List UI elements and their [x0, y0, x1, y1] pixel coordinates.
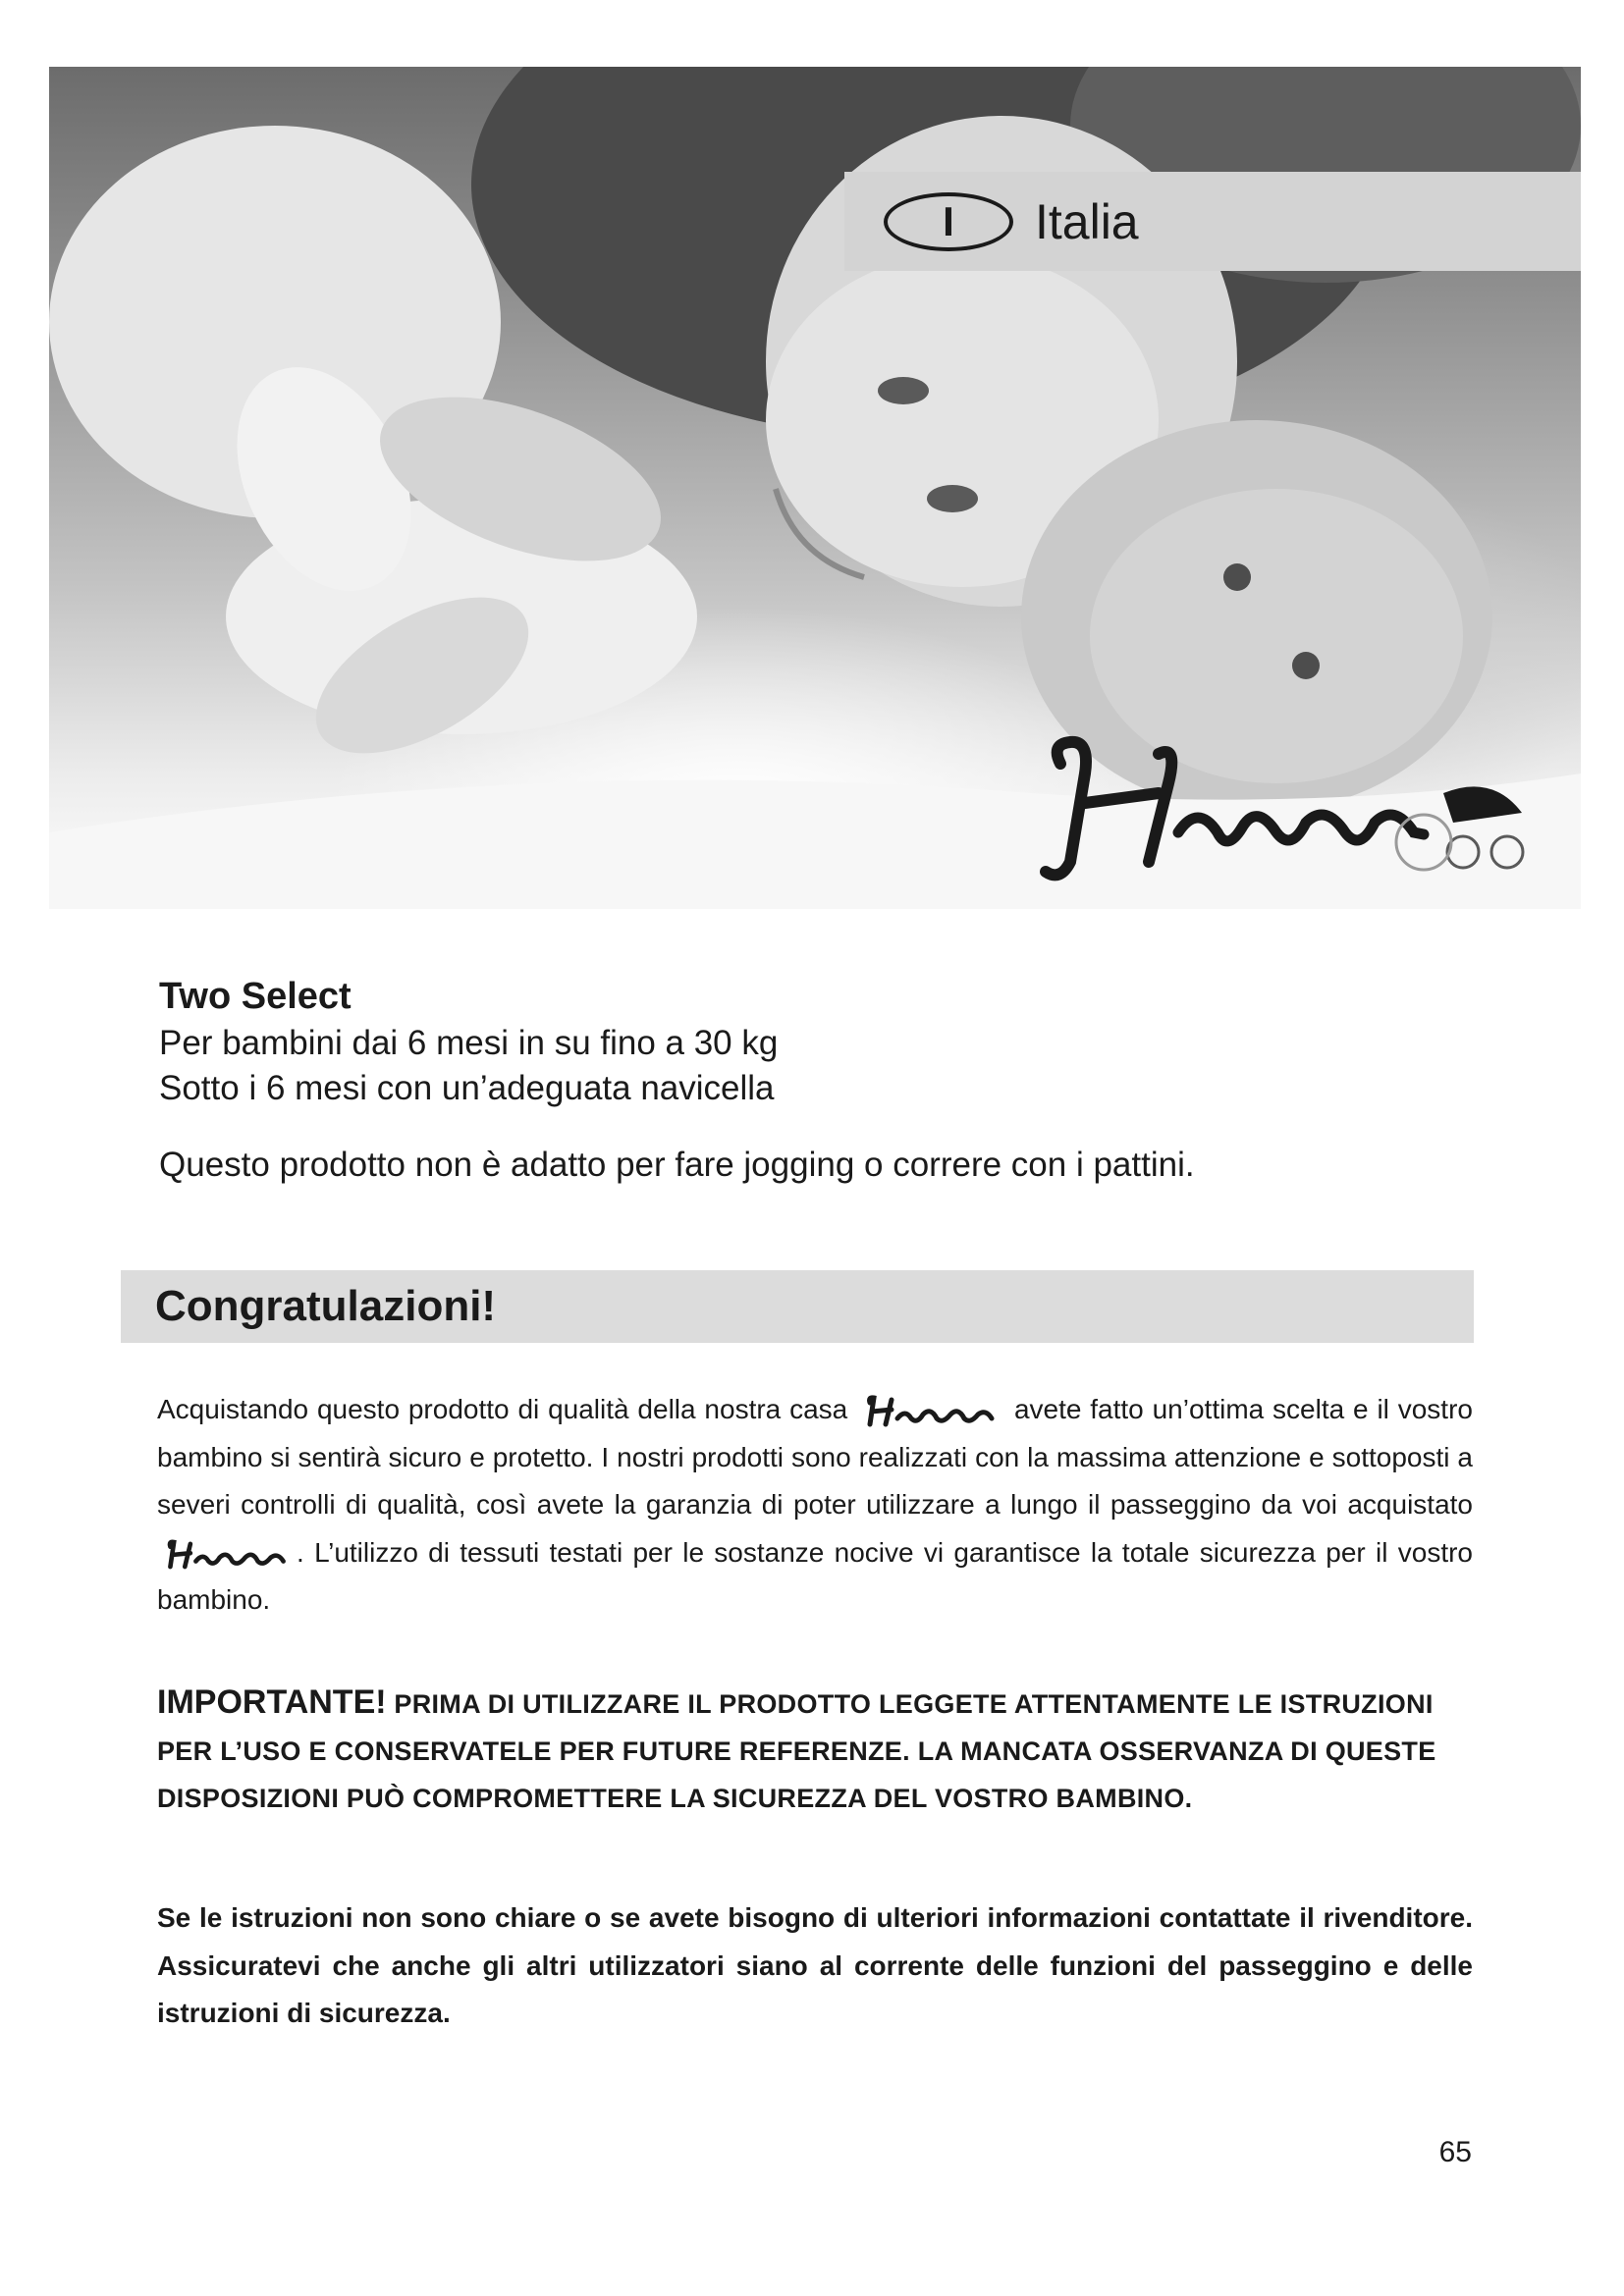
country-code: I [943, 197, 954, 244]
congrats-title: Congratulazioni! [155, 1282, 497, 1330]
country-code-badge [884, 192, 1013, 251]
advice-paragraph: Se le istruzioni non sono chiare o se avete bisogno di ulteriori informazioni contattate il rivenditore. Assicuratevi che anche gli altri utilizzatori siano al corrente delle funzioni del passeggino e delle istruzioni di sicurezza. [157, 1902, 1473, 2028]
important-warning [157, 1679, 1473, 1822]
product-age-range: Per bambini dai 6 mesi in su fino a 30 kg [159, 1024, 779, 1062]
congrats-paragraph [157, 1386, 1473, 1625]
important-text: PRIMA DI UTILIZZARE IL PRODOTTO LEGGETE ATTENTAMENTE LE ISTRUZIONI PER L’USO E CONSERVATELE PER FUTURE REFERENZE. LA MANCATA OSSERVANZA DI QUESTE DISPOSIZIONI PUÒ COMPROMETTERE LA SICUREZZA DEL VOSTRO BAMBINO. [157, 1689, 1436, 1813]
congrats-text-part3: . L’utilizzo di tessuti testati per le sostanze nocive vi garantisce la totale sicurezza per il vostro bambino. [157, 1536, 1473, 1615]
hartan-inline-logo [163, 1538, 291, 1572]
congrats-text-part1: Acquistando questo prodotto di qualità della nostra casa [157, 1394, 848, 1424]
hero-photo [49, 67, 1581, 909]
product-carrycot-note: Sotto i 6 mesi con un’adeguata navicella [159, 1069, 775, 1107]
product-info [159, 972, 1485, 1188]
congrats-header [121, 1270, 1474, 1343]
important-lead: IMPORTANTE! [157, 1683, 387, 1721]
product-jogging-warning: Questo prodotto non è adatto per fare jogging o correre con i pattini. [159, 1146, 1195, 1184]
congrats-text-part2: avete fatto un’ottima scelta e il vostro bambino si sentirà sicuro e protetto. I nostri prodotti sono realizzati con la massima attenzione e sottoposti a severi controlli di qualità, così avete la garanzia di poter utilizzare a lungo il passeggino da voi acquistato [157, 1394, 1473, 1520]
page-number: 65 [1438, 2136, 1472, 2168]
country-label [844, 172, 1581, 271]
hartan-logo [1031, 724, 1542, 891]
hartan-inline-logo [862, 1395, 1000, 1428]
product-name: Two Select [159, 976, 352, 1017]
country-name: Italia [1035, 193, 1139, 249]
